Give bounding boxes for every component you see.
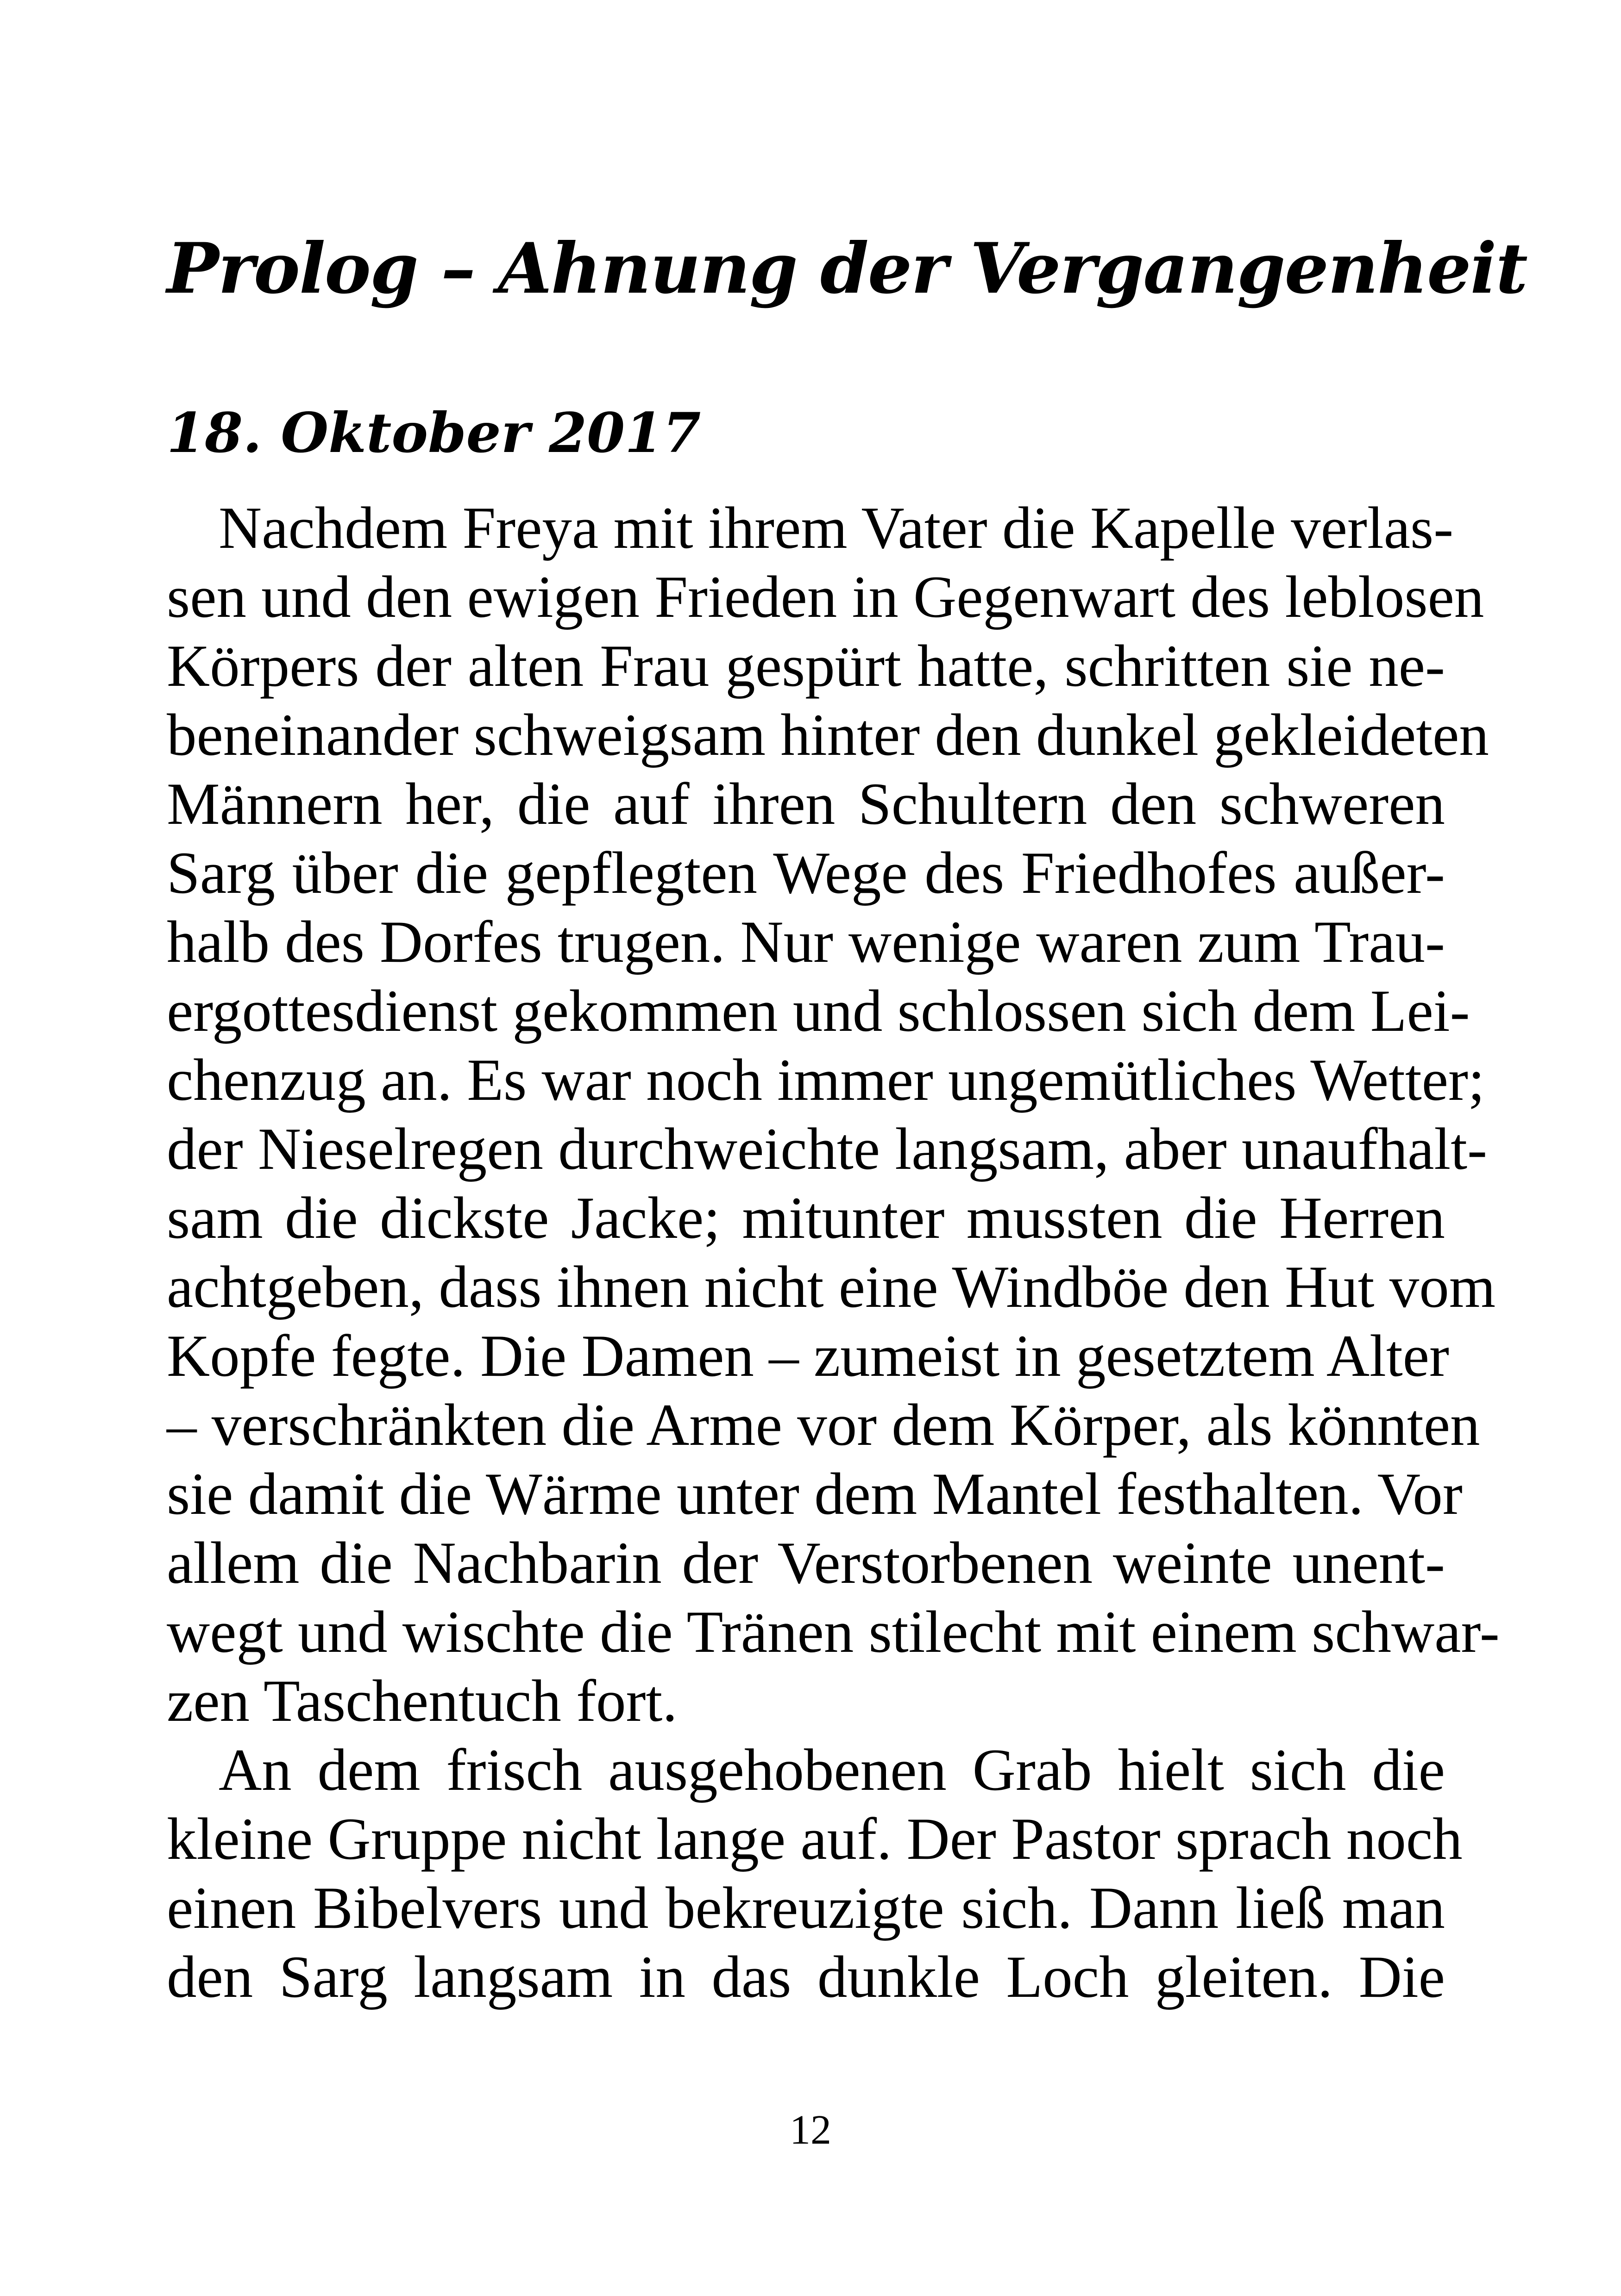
text-line: chenzug an. Es war noch immer ungemütliches Wetter; <box>167 1047 1485 1113</box>
text-line: beneinander schweigsam hinter den dunkel gekleideten <box>167 702 1489 768</box>
section-date-heading: 18. Oktober 2017 <box>167 401 701 465</box>
text-line: sen und den ewigen Frieden in Gegenwart des leblosen <box>167 564 1484 630</box>
paragraph-2 <box>167 1735 1463 2011</box>
text-line: Sarg über die gepflegten Wege des Friedhofes außer- <box>167 840 1445 906</box>
text-line: der Nieselregen durchweichte langsam, aber unaufhalt- <box>167 1116 1488 1182</box>
text-line: zen Taschentuch fort. <box>167 1668 678 1734</box>
text-line: – verschränkten die Arme vor dem Körper, als könnten <box>167 1392 1480 1458</box>
text-line: Kopfe fegte. Die Damen – zumeist in gesetztem Alter <box>167 1323 1449 1389</box>
text-line: wegt und wischte die Tränen stilecht mit einem schwar- <box>167 1599 1500 1665</box>
text-line: kleine Gruppe nicht lange auf. Der Pastor sprach noch <box>167 1806 1463 1872</box>
text-line: ergottesdienst gekommen und schlossen sich dem Lei- <box>167 978 1470 1044</box>
text-line: allem die Nachbarin der Verstorbenen weinte unent- <box>167 1530 1445 1596</box>
text-line: halb des Dorfes trugen. Nur wenige waren zum Trau- <box>167 909 1445 975</box>
page-number: 12 <box>790 2107 831 2153</box>
text-line: sie damit die Wärme unter dem Mantel festhalten. Vor <box>167 1461 1463 1527</box>
text-line: Männern her, die auf ihren Schultern den schweren <box>167 771 1445 837</box>
text-line: Körpers der alten Frau gespürt hatte, schritten sie ne- <box>167 633 1445 699</box>
text-line: sam die dickste Jacke; mitunter mussten die Herren <box>167 1185 1445 1251</box>
text-line: Nachdem Freya mit ihrem Vater die Kapelle verlas- <box>219 495 1454 561</box>
body-text <box>167 493 1500 2011</box>
text-line: An dem frisch ausgehobenen Grab hielt sich die <box>219 1737 1445 1803</box>
chapter-title: Prolog – Ahnung der Vergangenheit <box>167 228 1527 309</box>
text-line: achtgeben, dass ihnen nicht eine Windböe den Hut vom <box>167 1254 1496 1320</box>
text-line: einen Bibelvers und bekreuzigte sich. Dann ließ man <box>167 1875 1445 1941</box>
paragraph-1 <box>167 493 1500 1735</box>
text-line: den Sarg langsam in das dunkle Loch gleiten. Die <box>167 1944 1445 2010</box>
